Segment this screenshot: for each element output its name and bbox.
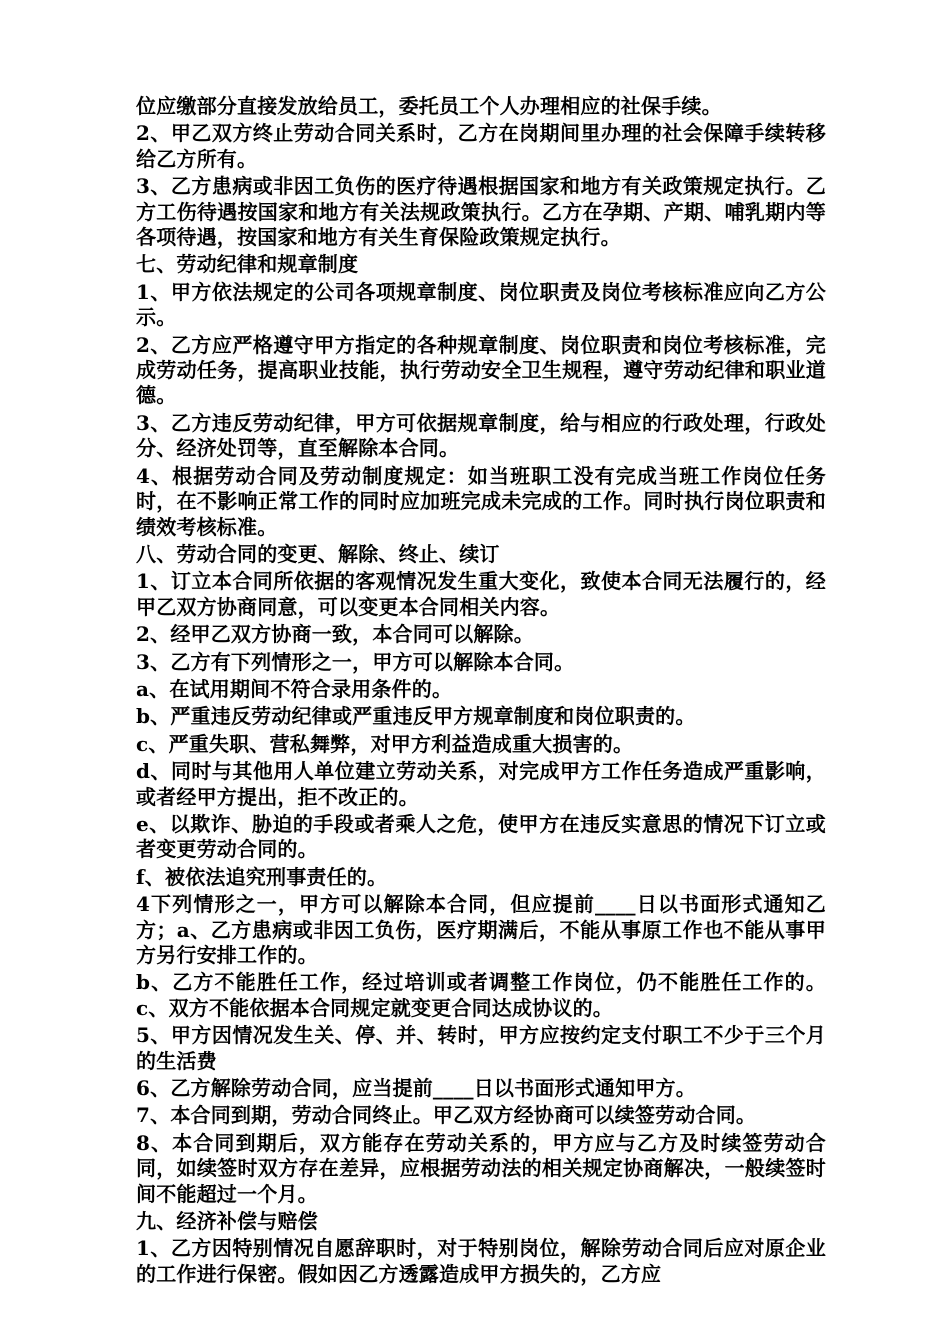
paragraph: 4下列情形之一，甲方可以解除本合同，但应提前____日以书面形式通知乙方；a、乙方患病或非因工负伤，医疗期满后，不能从事原工作也不能从事甲方另行安排工作的。 bbox=[136, 892, 826, 967]
paragraph: 7、本合同到期，劳动合同终止。甲乙双方经协商可以续签劳动合同。 bbox=[136, 1103, 757, 1128]
paragraph: b、乙方不能胜任工作，经过培训或者调整工作岗位，仍不能胜任工作的。c、双方不能依据本合同规定就变更合同达成协议的。 bbox=[136, 970, 826, 1020]
document-body bbox=[136, 94, 826, 1289]
paragraph: 1、乙方因特别情况自愿辞职时，对于特别岗位，解除劳动合同后应对原企业的工作进行保密。假如因乙方透露造成甲方损失的，乙方应 bbox=[136, 1236, 826, 1286]
paragraph: 2、经甲乙双方协商一致，本合同可以解除。 bbox=[136, 622, 534, 647]
paragraph: 3、乙方有下列情形之一，甲方可以解除本合同。 bbox=[136, 649, 575, 674]
paragraph: 2、甲乙双方终止劳动合同关系时，乙方在岗期间里办理的社会保障手续转移给乙方所有。 bbox=[136, 121, 826, 171]
paragraph: 1、订立本合同所依据的客观情况发生重大变化，致使本合同无法履行的，经甲乙双方协商同意，可以变更本合同相关内容。 bbox=[136, 569, 826, 619]
paragraph: 6、乙方解除劳动合同，应当提前____日以书面形式通知甲方。 bbox=[136, 1076, 696, 1101]
paragraph: 2、乙方应严格遵守甲方指定的各种规章制度、岗位职责和岗位考核标准，完成劳动任务，提高职业技能，执行劳动安全卫生规程，遵守劳动纪律和职业道德。 bbox=[136, 332, 826, 408]
section-heading: 八、劳动合同的变更、解除、终止、续订 bbox=[136, 541, 500, 566]
list-item: f、被依法追究刑事责任的。 bbox=[136, 864, 388, 889]
list-item: b、严重违反劳动纪律或严重违反甲方规章制度和岗位职责的。 bbox=[136, 704, 696, 729]
list-item: e、以欺诈、胁迫的手段或者乘人之危，使甲方在违反实意思的情况下订立或者变更劳动合同的。 bbox=[136, 811, 826, 862]
paragraph: 1、甲方依法规定的公司各项规章制度、岗位职责及岗位考核标准应向乙方公示。 bbox=[136, 279, 826, 330]
paragraph: 5、甲方因情况发生关、停、并、转时，甲方应按约定支付职工不少于三个月的生活费 bbox=[136, 1023, 826, 1073]
section-heading: 九、经济补偿与赔偿 bbox=[136, 1209, 318, 1234]
paragraph: 4、根据劳动合同及劳动制度规定：如当班职工没有完成当班工作岗位任务时，在不影响正常工作的同时应加班完成未完成的工作。同时执行岗位职责和绩效考核标准。 bbox=[136, 463, 826, 539]
list-item: d、同时与其他用人单位建立劳动关系，对完成甲方工作任务造成严重影响，或者经甲方提出，拒不改正的。 bbox=[136, 759, 826, 809]
list-item: c、严重失职、营私舞弊，对甲方利益造成重大损害的。 bbox=[136, 731, 634, 756]
section-heading: 七、劳动纪律和规章制度 bbox=[136, 252, 359, 277]
paragraph: 3、乙方违反劳动纪律，甲方可依据规章制度，给与相应的行政处理，行政处分、经济处罚等，直至解除本合同。 bbox=[136, 410, 826, 461]
paragraph: 位应缴部分直接发放给员工，委托员工个人办理相应的社保手续。 bbox=[136, 94, 722, 118]
paragraph: 3、乙方患病或非因工负伤的医疗待遇根据国家和地方有关政策规定执行。乙方工伤待遇按国家和地方有关法规政策执行。乙方在孕期、产期、哺乳期内等各项待遇，按国家和地方有关生育保险政策规定执行。 bbox=[136, 174, 826, 250]
paragraph: 8、本合同到期后，双方能存在劳动关系的，甲方应与乙方及时续签劳动合同，如续签时双方存在差异，应根据劳动法的相关规定协商解决，一般续签时间不能超过一个月。 bbox=[136, 1130, 826, 1206]
list-item: a、在试用期间不符合录用条件的。 bbox=[136, 676, 453, 701]
